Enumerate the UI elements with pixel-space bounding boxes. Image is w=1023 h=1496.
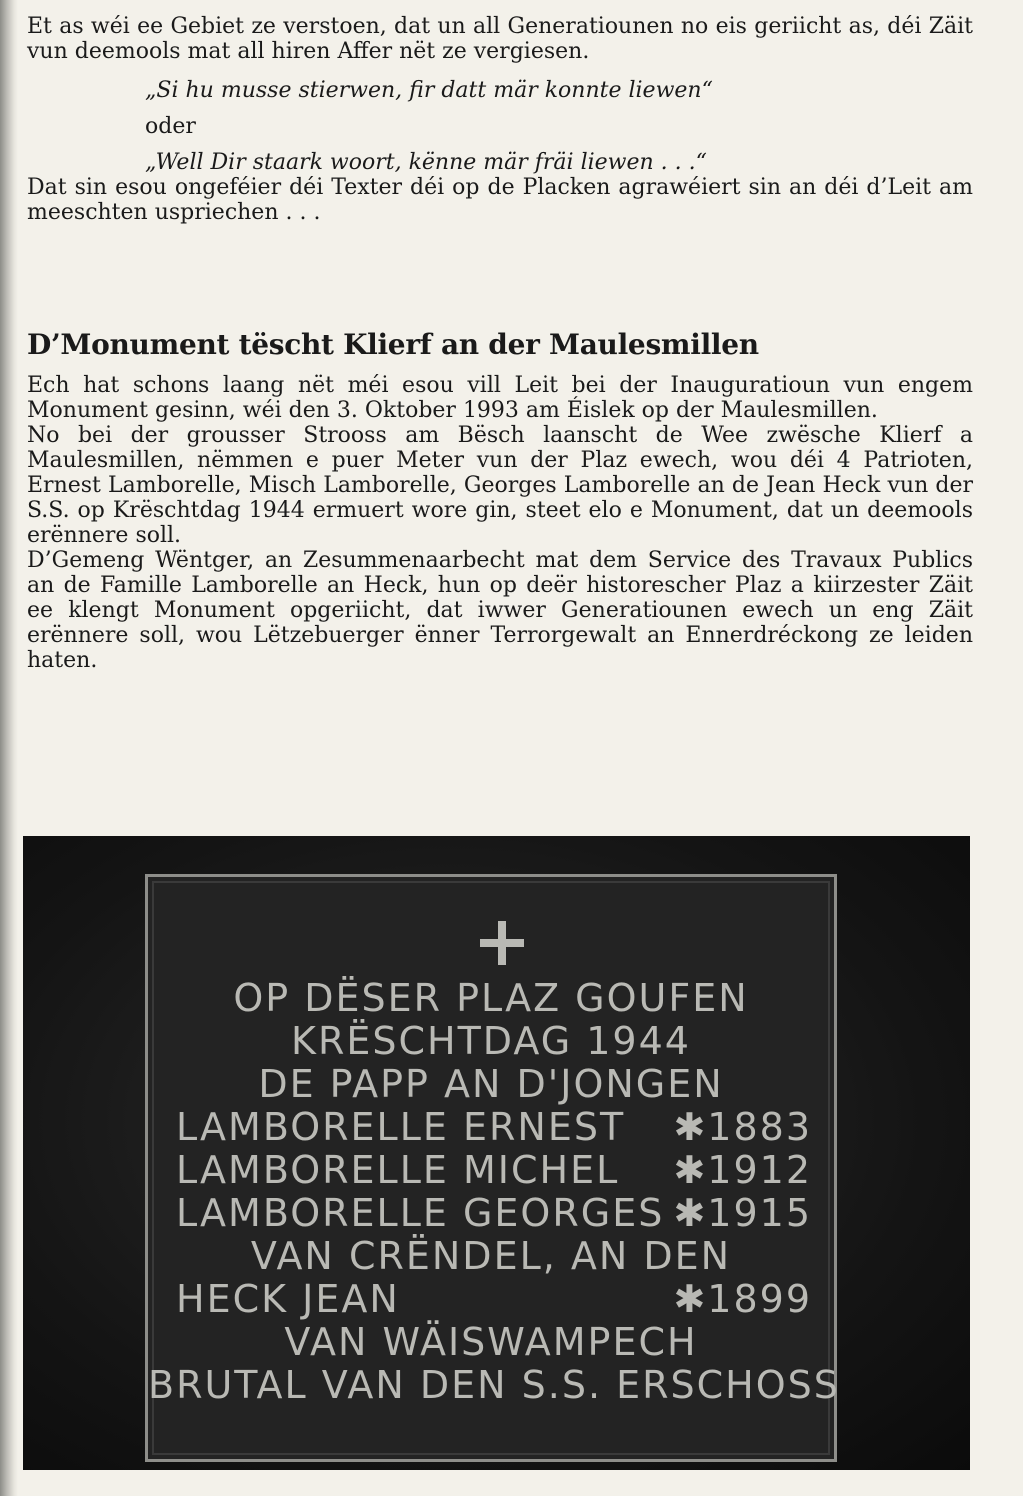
plaque-line-last: BRUTAL VAN DEN S.S. ERSCHOSS xyxy=(148,1363,840,1407)
quote-second: „Well Dir staark woort, kënne mär fräi liewen . . .“ xyxy=(145,150,707,175)
plaque-birth-year: ✱1912 xyxy=(673,1148,812,1192)
plaque-name: LAMBORELLE GEORGES xyxy=(176,1191,665,1235)
page-text-column xyxy=(27,14,973,673)
cross-icon xyxy=(480,921,524,965)
intro-paragraph: Et as wéi ee Gebiet ze verstoen, dat un all Generatiounen no eis geriicht as, déi Zäit vun deemools mat all hiren Affer nët ze vergiesen. xyxy=(27,14,973,64)
plaque-line-2: KRËSCHTDAG 1944 xyxy=(291,1019,691,1063)
plaque-birth-year: ✱1915 xyxy=(673,1191,812,1235)
memorial-plaque xyxy=(145,874,840,1462)
plaque-line-3: DE PAPP AN D'JONGEN xyxy=(258,1062,724,1106)
plaque-line-van: VAN CRËNDEL, AN DEN xyxy=(250,1234,732,1278)
plaque-name: LAMBORELLE ERNEST xyxy=(176,1105,626,1149)
plaque-name: LAMBORELLE MICHEL xyxy=(176,1148,620,1192)
section-paragraph-1: Ech hat schons laang nët méi esou vill Leit bei der Inauguratioun vun engem Monument gesinn, wéi den 3. Oktober 1993 am Éislek op der Maulesmillen. xyxy=(27,373,973,423)
quote-connector: oder xyxy=(145,114,196,139)
plaque-birth-year: ✱1899 xyxy=(673,1277,812,1321)
quote-first: „Si hu musse stierwen, fir datt mär konnte liewen“ xyxy=(145,78,713,103)
plaque-line-origin: VAN WÄISWAMPECH xyxy=(284,1320,698,1364)
monument-photo xyxy=(23,836,970,1470)
section-paragraph-2: No bei der grousser Strooss am Bësch laanscht de Wee zwësche Klierf a Maulesmillen, nëmmen e puer Meter vun der Plaz ewech, wou déi 4 Patrioten, Ernest Lamborelle, Misch Lamborelle, Georges Lamborelle an de Jean Heck vun der S.S. op Krëschtdag 1944 ermuert wore gin, steet elo e Monument, dat un deemools erënnere soll. xyxy=(27,423,973,548)
section-heading: D’Monument tëscht Klierf an der Maulesmillen xyxy=(27,328,759,361)
plaque-name: HECK JEAN xyxy=(176,1277,400,1321)
plaque-line-1: OP DËSER PLAZ GOUFEN xyxy=(233,976,749,1020)
section-paragraph-3: D’Gemeng Wëntger, an Zesummenaarbecht mat dem Service des Travaux Publics an de Famille Lamborelle an Heck, hun op deër historescher Plaz a kiirzester Zäit ee klengt Monument opgeriicht, dat iwwer Generatiounen ewech un eng Zäit erënnere soll, wou Lëtzebuerger ënner Terrorgewalt an Ennerdréckong ze leiden haten. xyxy=(27,548,973,673)
plaque-birth-year: ✱1883 xyxy=(673,1105,812,1149)
closing-paragraph: Dat sin esou ongeféier déi Texter déi op de Placken agrawéiert sin an déi d’Leit am meeschten uspriechen . . . xyxy=(27,175,973,225)
scan-edge-shadow xyxy=(0,0,18,1496)
